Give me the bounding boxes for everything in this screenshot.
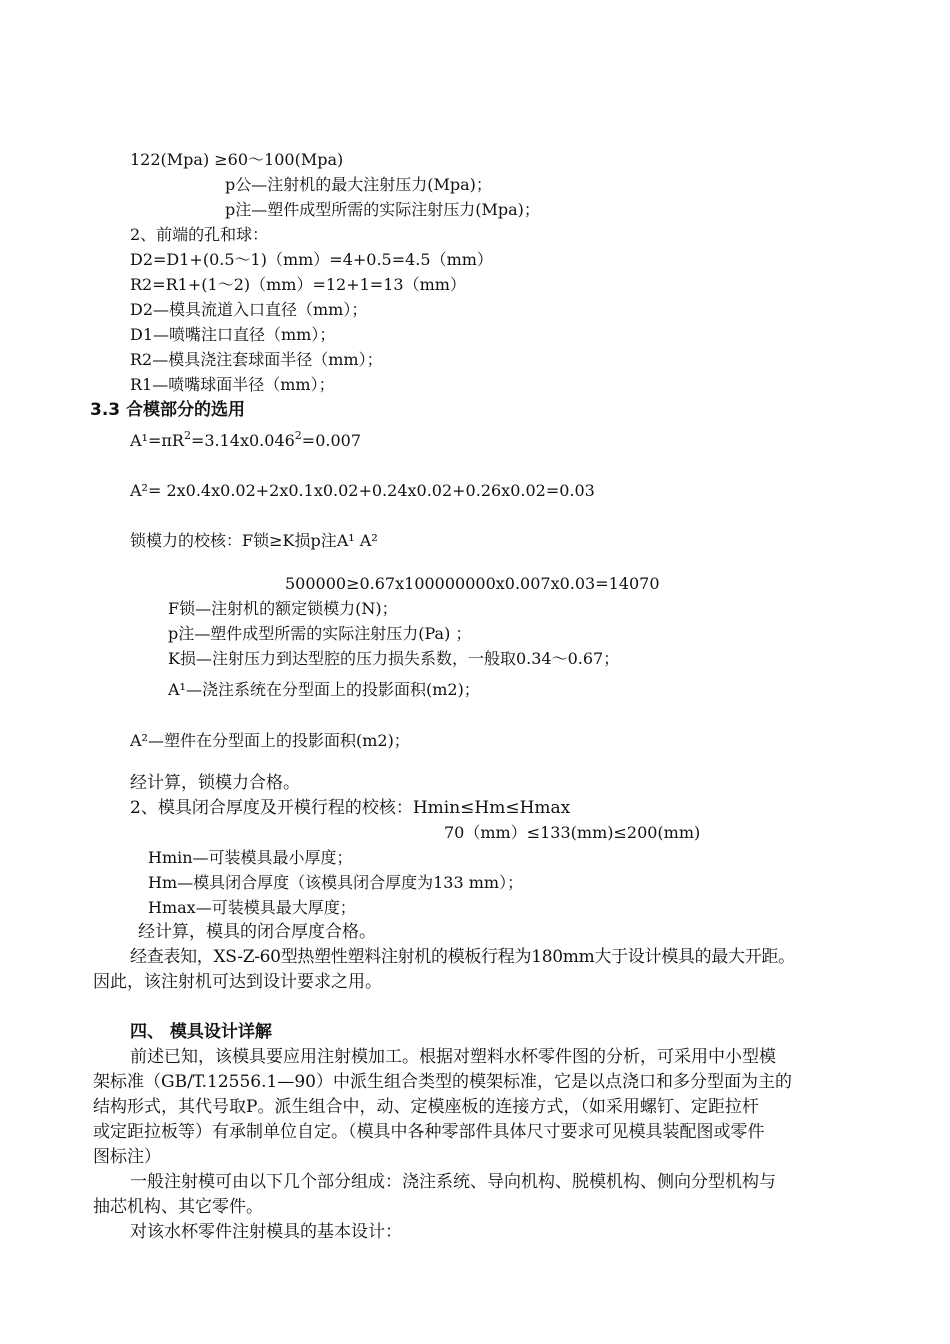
text-line: Hmax—可装模具最大厚度； (148, 898, 356, 917)
text-line: p注—塑件成型所需的实际注射压力(Pa) ； (168, 624, 472, 643)
text-line: p注—塑件成型所需的实际注射压力(Mpa)； (225, 200, 540, 219)
formula-thickness: 70（mm）≤133(mm)≤200(mm) (444, 823, 701, 842)
text-line: 锁模力的校核：F锁≥K损p注A¹ A² (130, 531, 378, 550)
text-line: F锁—注射机的额定锁模力(N)； (168, 599, 398, 618)
paragraph-line: 结构形式，其代号取P。派生组合中，动、定模座板的连接方式，（如采用螺钉、定距拉杆 (93, 1097, 759, 1117)
text-line: D1—喷嘴注口直径（mm）； (130, 325, 336, 344)
paragraph-line: 或定距拉板等）有承制单位自定。（模具中各种零部件具体尺寸要求可见模具装配图或零件 (93, 1122, 765, 1142)
text-line: 经计算，模具的闭合厚度合格。 (138, 922, 376, 942)
text-line: D2—模具流道入口直径（mm）； (130, 300, 368, 319)
paragraph-line: 一般注射模可由以下几个部分组成：浇注系统、导向机构、脱模机构、侧向分型机构与 (130, 1172, 776, 1192)
section-heading: 四、 模具设计详解 (130, 1022, 272, 1042)
text-line: R2=R1+(1～2)（mm）=12+1=13（mm） (130, 275, 466, 294)
text-line: D2=D1+(0.5～1)（mm）=4+0.5=4.5（mm） (130, 250, 493, 269)
text-line: p公—注射机的最大注射压力(Mpa)； (225, 175, 492, 194)
text-line: 2、模具闭合厚度及开模行程的校核：Hmin≤Hm≤Hmax (130, 798, 571, 818)
formula-a1: $A^1=\pi R^2=3.14x0.046^2=0.007$ (130, 429, 362, 450)
text-line: A¹—浇注系统在分型面上的投影面积(m2)； (168, 680, 480, 699)
text-line: K损—注射压力到达型腔的压力损失系数，一般取0.34～0.67； (168, 649, 620, 668)
section-heading: 3.3 合模部分的选用 (90, 400, 246, 420)
paragraph-line: 经查表知，XS-Z-60型热塑性塑料注射机的模板行程为180mm大于设计模具的最大开距。 (130, 947, 795, 967)
formula-calc: 500000≥0.67x100000000x0.007x0.03=14070 (285, 574, 660, 593)
paragraph-line: 对该水杯零件注射模具的基本设计： (130, 1222, 402, 1242)
text-line: 122(Mpa) ≥60～100(Mpa) (130, 150, 344, 169)
paragraph-line: 前述已知，该模具要应用注射模加工。根据对塑料水杯零件图的分析，可采用中小型模 (130, 1047, 776, 1067)
text-line: A²—塑件在分型面上的投影面积(m2)； (130, 731, 410, 750)
text-line: 经计算，锁模力合格。 (130, 773, 300, 793)
paragraph-line: 图标注） (93, 1147, 161, 1167)
paragraph-line: 抽芯机构、其它零件。 (93, 1197, 263, 1217)
formula-a2: A²= 2x0.4x0.02+2x0.1x0.02+0.24x0.02+0.26x0.02=0.03 (130, 481, 595, 500)
text-line: 2、前端的孔和球： (130, 225, 269, 244)
text-line: R2—模具浇注套球面半径（mm）； (130, 350, 383, 369)
text-line: Hm—模具闭合厚度（该模具闭合厚度为133 mm）； (148, 873, 524, 892)
paragraph-line: 架标准（GB/T.12556.1—90）中派生组合类型的模架标准，它是以点浇口和多分型面为主的 (93, 1072, 792, 1092)
text-line: Hmin—可装模具最小厚度； (148, 848, 353, 867)
text-line: R1—喷嘴球面半径（mm）； (130, 375, 335, 394)
paragraph-line: 因此，该注射机可达到设计要求之用。 (93, 972, 382, 992)
